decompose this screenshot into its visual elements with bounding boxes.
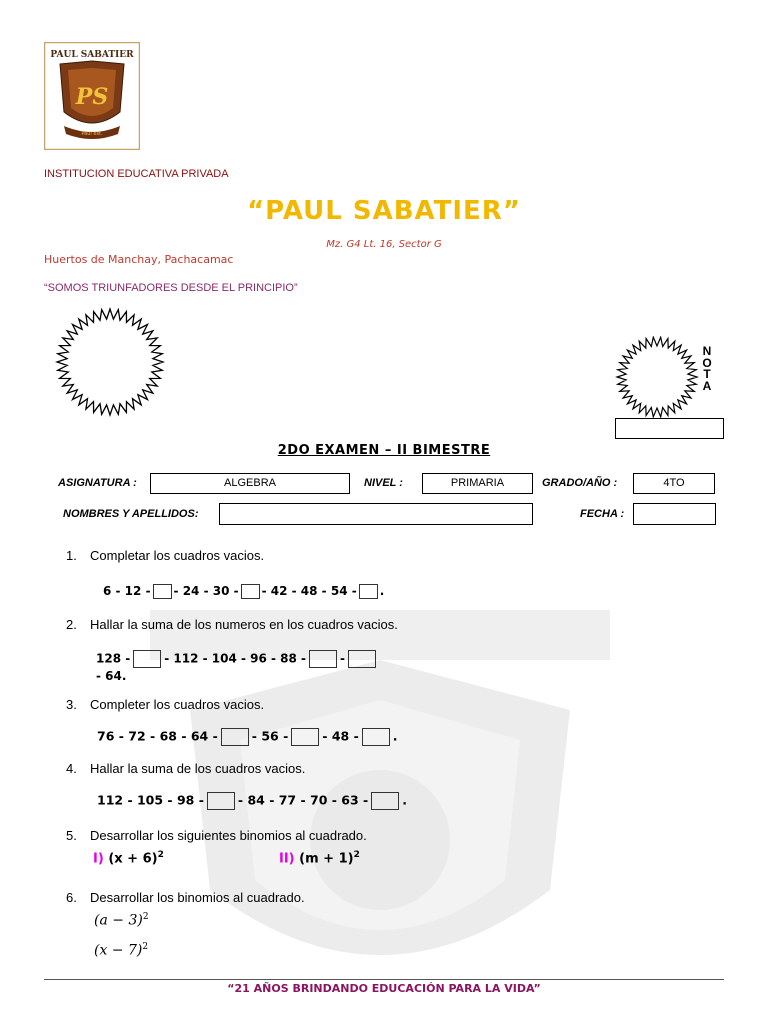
seq-text: - 24 - 30 - (173, 584, 239, 598)
sequence-1 (103, 584, 384, 599)
question-text: Desarrollar los binomios al cuadrado. (90, 890, 305, 905)
fecha-field[interactable] (633, 503, 716, 525)
binomial-exp: 2 (157, 850, 164, 860)
nota-letter: O (702, 355, 712, 370)
grado-label: GRADO/AÑO : (542, 477, 618, 489)
footer-divider (44, 979, 724, 980)
nota-letter: T (703, 367, 711, 381)
answer-box[interactable] (348, 650, 376, 668)
sequence-2 (96, 650, 379, 668)
nivel-label: NIVEL : (364, 477, 403, 489)
asignatura-field[interactable]: ALGEBRA (150, 473, 350, 494)
question-text: Completar los cuadros vacios. (90, 548, 265, 563)
seq-text: . (379, 584, 385, 598)
logo-motto: Paul est. (81, 131, 103, 137)
seq-text: 112 - 105 - 98 - (97, 792, 204, 808)
school-type: INSTITUCION EDUCATIVA PRIVADA (44, 168, 229, 180)
binomial-3 (94, 912, 149, 929)
nombres-field[interactable] (219, 503, 533, 525)
seq-text: - 56 - (251, 728, 289, 744)
answer-box[interactable] (241, 584, 260, 599)
fecha-label: FECHA : (580, 508, 625, 520)
binomial-expr: (a − 3) (94, 912, 143, 929)
answer-box[interactable] (133, 650, 161, 668)
school-address: Mz. G4 Lt. 16, Sector G (326, 239, 442, 250)
question-4 (66, 761, 305, 776)
seq-text: - (340, 651, 346, 666)
nota-letter: A (702, 378, 712, 393)
nota-letter: N (702, 344, 712, 358)
seq-text: . (402, 792, 407, 808)
asignatura-label: ASIGNATURA : (58, 477, 137, 489)
question-number: 6. (66, 890, 77, 905)
question-3 (66, 697, 264, 712)
answer-box[interactable] (309, 650, 337, 668)
sequence-4 (97, 792, 407, 810)
item-label: I) (93, 851, 104, 867)
seq-text: - 112 - 104 - 96 - 88 - (164, 651, 307, 666)
question-2 (66, 617, 398, 632)
binomial-expr: (x − 7) (94, 942, 143, 959)
logo-text: PAUL SABATIER (50, 50, 134, 60)
binomial-exp: 2 (142, 942, 149, 952)
question-text: Hallar la suma de los cuadros vacios. (90, 761, 306, 776)
question-number: 3. (66, 697, 77, 712)
seq-text: 128 - (96, 651, 131, 666)
question-number: 1. (66, 548, 77, 563)
sequence-2-end: - 64. (96, 669, 127, 683)
binomial-1 (93, 850, 164, 866)
question-number: 2. (66, 617, 77, 632)
nombres-label: NOMBRES Y APELLIDOS: (63, 508, 199, 520)
question-6 (66, 890, 305, 905)
school-district: Huertos de Manchay, Pachacamac (44, 253, 234, 266)
school-name: “PAUL SABATIER” (247, 196, 521, 226)
item-label: II) (279, 851, 295, 867)
seq-text: - 42 - 48 - 54 - (261, 584, 357, 598)
logo-monogram: PS (75, 84, 109, 110)
binomial-2 (279, 850, 360, 866)
answer-box[interactable] (371, 792, 399, 810)
question-number: 4. (66, 761, 77, 776)
seq-text: 6 - 12 - (103, 584, 151, 598)
question-5 (66, 828, 367, 843)
answer-box[interactable] (291, 728, 319, 746)
answer-box[interactable] (207, 792, 235, 810)
seq-text: - 48 - (322, 728, 359, 744)
nota-label (700, 346, 714, 392)
question-text: Completer los cuadros vacios. (90, 697, 265, 712)
school-motto: “SOMOS TRIUNFADORES DESDE EL PRINCIPIO” (44, 282, 298, 294)
exam-title: 2DO EXAMEN – II BIMESTRE (277, 443, 491, 458)
footer-slogan: “21 AÑOS BRINDANDO EDUCACIÓN PARA LA VIDA” (227, 982, 541, 995)
question-text: Hallar la suma de los numeros en los cuadros vacios. (90, 617, 398, 632)
answer-box[interactable] (221, 728, 249, 746)
binomial-exp: 2 (353, 850, 360, 860)
seq-text: . (392, 728, 398, 744)
answer-box[interactable] (359, 584, 378, 599)
binomial-expr: (x + 6) (108, 851, 158, 867)
binomial-exp: 2 (142, 912, 149, 922)
question-text: Desarrollar los siguientes binomios al cuadrado. (90, 828, 367, 843)
sequence-3 (97, 728, 398, 746)
school-logo (44, 42, 140, 150)
nota-sun-icon (614, 336, 700, 418)
binomial-expr: (m + 1) (299, 851, 354, 867)
seq-text: - 84 - 77 - 70 - 63 - (237, 792, 369, 808)
grado-field[interactable]: 4TO (633, 473, 715, 494)
seq-text: 76 - 72 - 68 - 64 - (97, 728, 218, 744)
sun-stamp-icon (44, 307, 176, 417)
answer-box[interactable] (153, 584, 172, 599)
answer-box[interactable] (362, 728, 390, 746)
nota-box[interactable] (615, 418, 724, 439)
question-number: 5. (66, 828, 77, 843)
nivel-field[interactable]: PRIMARIA (422, 473, 533, 494)
question-1 (66, 548, 264, 563)
binomial-4 (94, 942, 148, 959)
